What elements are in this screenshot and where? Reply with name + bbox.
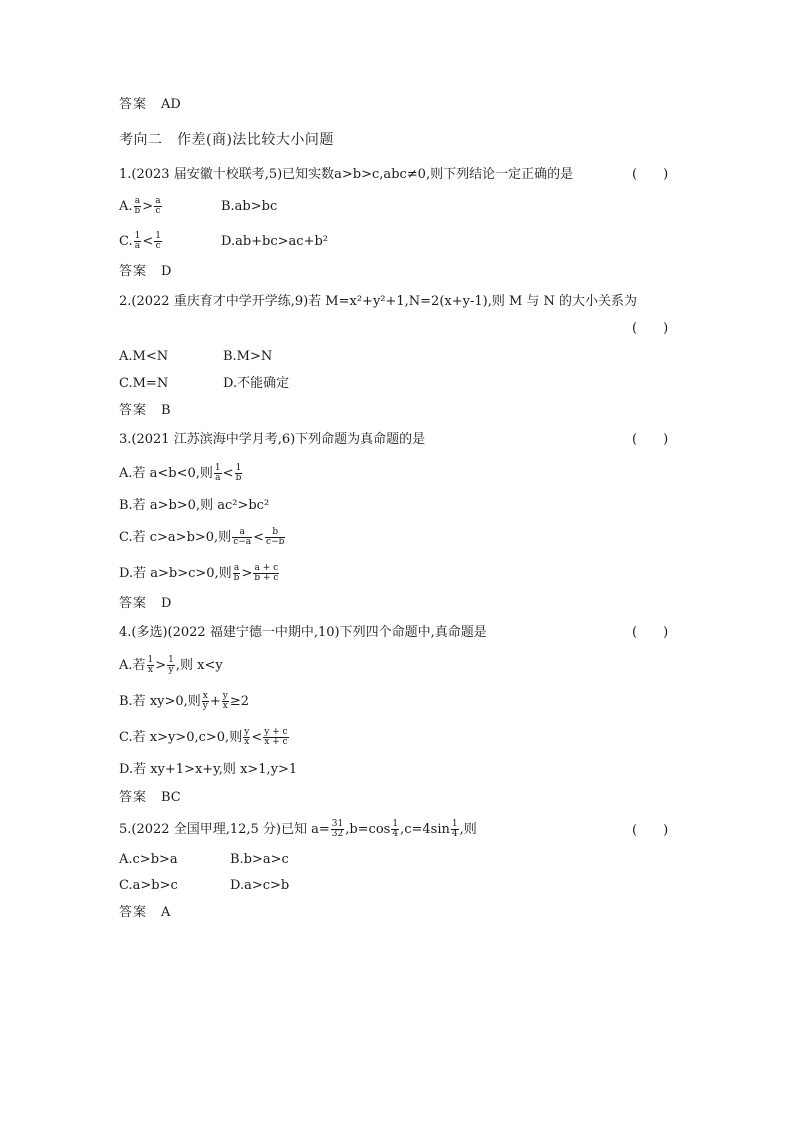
- q3-option-c: C.若 c>a>b>0,则 $\frac{a}{c-a}$ < $\frac{b}{c-b}$: [119, 527, 285, 547]
- q1-answer-line: 答案 D: [119, 264, 172, 279]
- q1-answer: D: [161, 264, 172, 279]
- q5-answer: A: [161, 905, 171, 920]
- answer-line-prev: [119, 96, 181, 114]
- q5-answer-bracket: ( ): [632, 823, 669, 838]
- q4-option-a: A.若 $\frac{1}{x}$ > $\frac{1}{y}$ ,则 x<y: [119, 655, 223, 675]
- q1-option-a: A. $\frac{a}{b}$ > $\frac{a}{c}$: [119, 196, 161, 216]
- q5-options-row1: [119, 851, 289, 869]
- q2-option-a: A.M<N: [119, 349, 169, 364]
- q5-stem: 5.(2022 全国甲理,12,5 分)已知 a= $\frac{31}{32}$ ,b=cos $\frac{1}{4}$ ,c=4sin $\frac{1}{4}$ ,则: [119, 819, 477, 839]
- answer-label: 答案: [119, 97, 148, 112]
- q4-option-b: B.若 xy>0,则 $\frac{x}{y}$ + $\frac{y}{x}$ ≥2: [119, 691, 250, 711]
- q3-answer-bracket: ( ): [632, 432, 669, 447]
- q2-option-b: B.M>N: [223, 349, 273, 364]
- q1-answer-bracket: ( ): [632, 167, 669, 182]
- q4-answer-line: 答案 BC: [119, 790, 181, 805]
- q3-answer-line: 答案 D: [119, 596, 172, 611]
- q4-answer-bracket: ( ): [632, 625, 669, 640]
- q2-answer-line: 答案 B: [119, 403, 171, 418]
- q3-option-d: D.若 a>b>c>0,则 $\frac{a}{b}$ > $\frac{a + c}{b + c}$: [119, 563, 279, 583]
- q3-answer: D: [161, 596, 172, 611]
- q1-option-d: D.ab+bc>ac+b²: [221, 234, 329, 249]
- q1-stem: 1.(2023 届安徽十校联考,5)已知实数a>b>c,abc≠0,则下列结论一定正确的是: [119, 167, 574, 182]
- q3-option-b: B.若 a>b>0,则 ac²>bc²: [119, 498, 270, 513]
- q1-option-b: B.ab>bc: [221, 199, 278, 214]
- q5-option-b: B.b>a>c: [230, 852, 289, 867]
- q4-option-c: C.若 x>y>0,c>0,则 $\frac{y}{x}$ < $\frac{y + c}{x + c}$: [119, 727, 288, 747]
- q2-option-d: D.不能确定: [223, 376, 290, 391]
- q3-option-a: A.若 a<b<0,则 $\frac{1}{a}$ < $\frac{1}{b}$: [119, 463, 242, 483]
- q5-option-c: C.a>b>c: [119, 878, 178, 893]
- q4-option-d: D.若 xy+1>x+y,则 x>1,y>1: [119, 762, 298, 777]
- section-title: 考向二 作差(商)法比较大小问题: [119, 132, 334, 148]
- q2-option-c: C.M=N: [119, 376, 169, 391]
- answer-value: AD: [161, 97, 181, 112]
- q4-answer: BC: [161, 790, 181, 805]
- q2-answer-bracket: ( ): [632, 321, 669, 336]
- q5-option-a: A.c>b>a: [119, 852, 178, 867]
- q1-options-row1: [119, 197, 277, 216]
- q2-answer: B: [161, 403, 171, 418]
- q2-stem: 2.(2022 重庆育才中学开学练,9)若 M=x²+y²+1,N=2(x+y-1),则 M 与 N 的大小关系为: [119, 294, 638, 309]
- q5-option-d: D.a>c>b: [230, 878, 290, 893]
- q2-options-row1: [119, 348, 272, 366]
- q5-answer-line: 答案 A: [119, 905, 171, 920]
- q1-options-row2: [119, 232, 328, 251]
- q1-option-c: C. $\frac{1}{a}$ < $\frac{1}{c}$: [119, 231, 161, 251]
- q3-stem: 3.(2021 江苏滨海中学月考,6)下列命题为真命题的是: [119, 432, 426, 447]
- q5-options-row2: [119, 877, 289, 895]
- q2-options-row2: [119, 375, 289, 393]
- q4-stem: 4.(多选)(2022 福建宁德一中期中,10)下列四个命题中,真命题是: [119, 625, 487, 640]
